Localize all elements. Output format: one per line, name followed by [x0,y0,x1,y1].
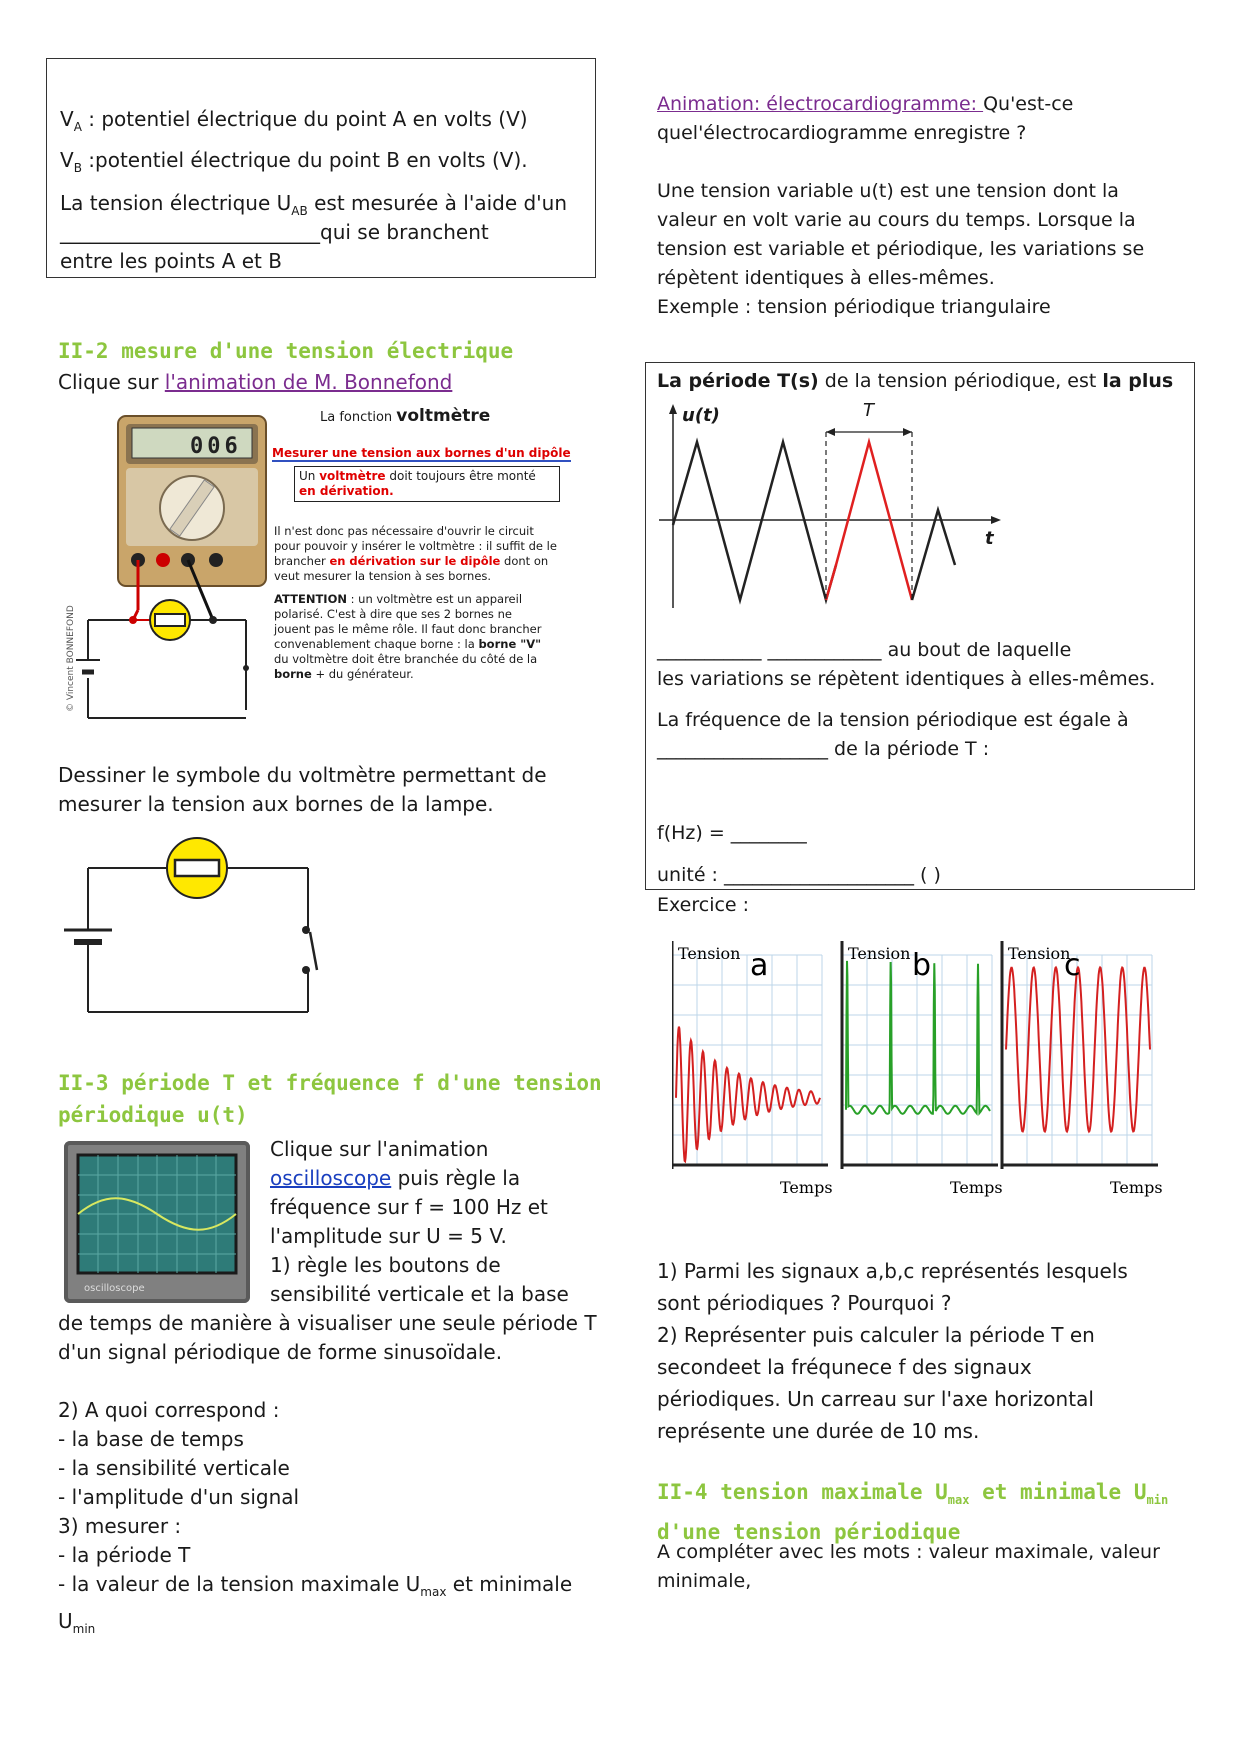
wave-black-1 [673,442,836,600]
frequence-unit: unité : ____________________ ( ) [657,864,941,886]
multimeter-display: 006 [190,434,242,459]
tension-label: Tension [1008,944,1071,963]
fig-title: La fonction voltmètre [320,406,491,426]
uab-line: La tension électrique $U_{AB}$ est mesurée à l'aide d'un [60,191,568,218]
vb-line: $V_B$ :potentiel électrique du point B en volts (V). [60,148,528,175]
signal-letter-c: c [1064,948,1081,983]
signal-panel-a [672,941,833,1197]
fig-attention: ATTENTION : un voltmètre est un appareil polarisé. C'est à dire que ses 2 bornes ne jouent pas le même rôle. Il faut donc brancher convenablement chaque borne : la borne "V" du voltmètre doit être branchée du côté de la borne + du générateur. [274,592,542,681]
section-ii-2-title: II-2 mesure d'une tension électrique [58,339,514,363]
oscilloscope-image [64,1141,250,1303]
uab-last-line: entre les points A et B [60,249,282,273]
wave-black-2 [912,510,955,600]
fig-rule-box: Un voltmètre doit toujours être monté en dérivation. [294,466,560,502]
voltmeter-figure [58,406,578,750]
signal-trace-b [846,961,990,1114]
exercice-title: Exercice : [657,894,750,916]
periode-def-line2: ___________ ____________ au bout de laquelle [657,639,1072,661]
periode-def-line3: les variations se répètent identiques à elles-mêmes. [657,668,1156,690]
wave-period-label: T [863,400,874,421]
signal-panel-c [1002,941,1163,1197]
draw-instruction: Dessiner le symbole du voltmètre permettant de mesurer la tension aux bornes de la lampe. [58,763,547,816]
exercice-questions: 1) Parmi les signaux a,b,c représentés lesquels sont périodiques ? Pourquoi ? 2) Représenter puis calculer la période T en secondeet la fréqunece f des signaux périodiques. Un carreau sur l'axe horizontal représente une durée de 10 ms. [657,1259,1128,1443]
triangle-wave-chart [655,400,1005,615]
oscilloscope-label: oscilloscope [84,1283,145,1294]
signal-letter-a: a [750,948,769,983]
bonnefond-link[interactable]: l'animation de M. Bonnefond [164,370,453,394]
oscillo-instructions: Clique sur l'animation oscilloscope puis règle la fréquence sur f = 100 Hz et l'amplitude sur U = 5 V. 1) règle les boutons de sensibilité verticale et la base [270,1137,569,1306]
section-ii-4-text: A compléter avec les mots : valeur maximale, valeur minimale, [657,1541,1160,1592]
ecg-animation-link[interactable]: Animation: électrocardiogramme: [657,93,984,115]
signal-trace-c [1006,968,1150,1132]
tension-para: Une tension variable u(t) est une tension dont la valeur en volt varie au cours du temps. Lorsque la tension est variable et périodique, les variations se répètent identiques à elles-mêmes. Exemple : tension périodique triangulaire [657,180,1145,318]
wave-red-period [826,442,912,600]
temps-label: Temps [950,1178,1003,1197]
signal-letter-b: b [912,948,932,983]
va-line: $V_A$ : potentiel électrique du point A en volts (V) [60,107,528,134]
periode-def-line1: La période T(s) de la tension périodique, est la plus [657,370,1174,392]
temps-label: Temps [1110,1178,1163,1197]
uab-blank-line: __________________________qui se branchent [60,220,489,244]
clique-bonnefond: Clique sur l'animation de M. Bonnefond [58,370,453,394]
tension-label: Tension [678,944,741,963]
fig-explanation: Il n'est donc pas nécessaire d'ouvrir le circuit pour pouvoir y insérer le voltmètre : il suffit de le brancher en dérivation sur le dipôle dont on veut mesurer la tension à ses bornes. [274,524,557,583]
frequence-line1: La fréquence de la tension périodique est égale à [657,709,1129,731]
photo-credit: © Vincent BONNEFOND [66,605,76,712]
wave-xlabel: t [985,528,994,549]
oscillo-instructions-cont: de temps de manière à visualiser une seule période T d'un signal périodique de forme sinusoïdale. [58,1311,597,1364]
oscillo-questions: 2) A quoi correspond : - la base de temps - la sensibilité verticale - l'amplitude d'un signal 3) mesurer : - la période T - la valeur de la tension maximale $U_{max}$ et minimale $U_{min}$ [58,1398,573,1636]
signal-trace-a [676,1027,820,1162]
section-ii-4-title: II-4 tension maximale $U_{max}$ et minimale $U_{min}$ d'une tension périodique [657,1480,1169,1545]
signal-panel-b [842,941,1003,1197]
ecg-question: quel'électrocardiogramme enregistre ? [657,122,1027,144]
signals-figure [672,935,1172,1205]
ecg-intro: Animation: électrocardiogramme: Qu'est-ce [657,93,1074,115]
fig-subtitle: Mesurer une tension aux bornes d'un dipôle [272,446,571,460]
section-ii-3-title: II-3 période T et fréquence f d'une tension périodique u(t) [58,1071,602,1127]
oscilloscope-link[interactable]: oscilloscope [270,1166,392,1190]
frequence-line2: __________________ de la période T : [657,738,990,760]
tension-label: Tension [848,944,911,963]
wave-ylabel: u(t) [682,405,720,426]
temps-label: Temps [780,1178,833,1197]
frequence-formula: f(Hz) = ________ [657,822,807,844]
lamp-circuit [60,820,330,1030]
